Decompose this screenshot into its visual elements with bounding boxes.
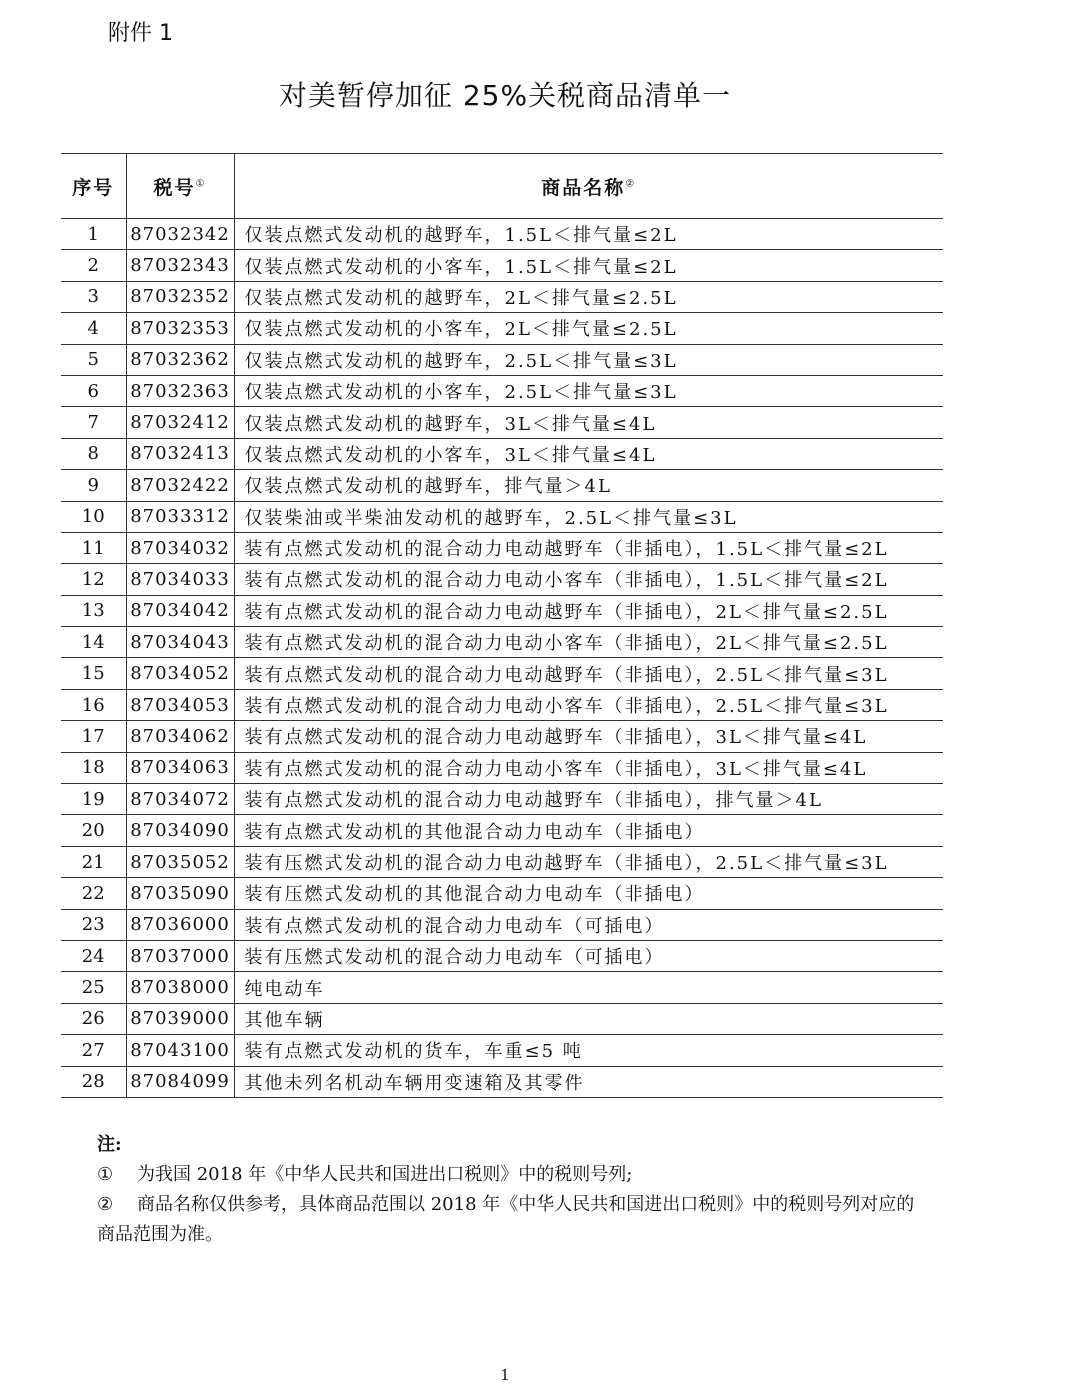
row-index: 17 [61, 721, 126, 752]
row-name: 仅装点燃式发动机的越野车，排气量＞4L [234, 470, 943, 501]
row-name: 装有点燃式发动机的混合动力电动越野车（非插电），3L＜排气量≤4L [234, 721, 943, 752]
row-name: 仅装柴油或半柴油发动机的越野车，2.5L＜排气量≤3L [234, 501, 943, 532]
row-index: 15 [61, 658, 126, 689]
row-index: 12 [61, 564, 126, 595]
row-code: 87032412 [126, 407, 234, 438]
note-symbol: ① [97, 1164, 114, 1185]
notes-title: 注: [97, 1134, 122, 1155]
row-name: 仅装点燃式发动机的小客车，1.5L＜排气量≤2L [234, 250, 943, 281]
table-row [61, 501, 943, 532]
table-row [61, 1003, 943, 1034]
row-code: 87034090 [126, 815, 234, 846]
row-name: 装有点燃式发动机的混合动力电动越野车（非插电），2.5L＜排气量≤3L [234, 658, 943, 689]
row-code: 87032362 [126, 344, 234, 375]
row-code: 87034053 [126, 689, 234, 720]
table-row [61, 281, 943, 312]
table-row [61, 909, 943, 940]
table-row [61, 752, 943, 783]
row-name: 装有点燃式发动机的货车，车重≤5 吨 [234, 1035, 943, 1066]
table-row [61, 470, 943, 501]
row-code: 87034042 [126, 595, 234, 626]
row-index: 22 [61, 878, 126, 909]
note-symbol: ② [97, 1194, 114, 1215]
row-code: 87034052 [126, 658, 234, 689]
table-row [61, 689, 943, 720]
row-code: 87043100 [126, 1035, 234, 1066]
row-name: 装有点燃式发动机的混合动力电动小客车（非插电），3L＜排气量≤4L [234, 752, 943, 783]
row-code: 87032413 [126, 438, 234, 469]
table-row [61, 658, 943, 689]
table-row [61, 940, 943, 971]
footnote-mark-1: ① [195, 178, 207, 190]
row-index: 24 [61, 940, 126, 971]
table-row [61, 250, 943, 281]
row-index: 11 [61, 532, 126, 563]
table-row [61, 564, 943, 595]
row-name: 装有点燃式发动机的其他混合动力电动车（非插电） [234, 815, 943, 846]
row-index: 16 [61, 689, 126, 720]
row-code: 87039000 [126, 1003, 234, 1034]
table-row [61, 815, 943, 846]
row-index: 5 [61, 344, 126, 375]
row-name: 装有点燃式发动机的混合动力电动越野车（非插电），排气量＞4L [234, 784, 943, 815]
row-index: 18 [61, 752, 126, 783]
row-name: 装有压燃式发动机的混合动力电动车（可插电） [234, 940, 943, 971]
row-code: 87032342 [126, 219, 234, 250]
row-index: 26 [61, 1003, 126, 1034]
row-index: 7 [61, 407, 126, 438]
row-index: 4 [61, 313, 126, 344]
table-row [61, 784, 943, 815]
note-text: 商品名称仅供参考，具体商品范围以 2018 年《中华人民共和国进出口税则》中的税则号列对应的商品范围为准。 [97, 1194, 915, 1245]
note-item [97, 1190, 927, 1250]
page-title: 对美暂停加征 25%关税商品清单一 [278, 79, 732, 112]
row-code: 87034062 [126, 721, 234, 752]
table-row [61, 407, 943, 438]
footnote-mark-2: ② [625, 178, 637, 190]
attachment-label: 附件 1 [108, 21, 173, 46]
row-name: 装有压燃式发动机的混合动力电动越野车（非插电），2.5L＜排气量≤3L [234, 846, 943, 877]
row-index: 25 [61, 972, 126, 1003]
row-index: 3 [61, 281, 126, 312]
row-name: 装有点燃式发动机的混合动力电动车（可插电） [234, 909, 943, 940]
table-row [61, 1035, 943, 1066]
row-code: 87036000 [126, 909, 234, 940]
tariff-table [61, 153, 943, 1098]
row-code: 87033312 [126, 501, 234, 532]
row-code: 87037000 [126, 940, 234, 971]
row-code: 87032422 [126, 470, 234, 501]
row-code: 87035052 [126, 846, 234, 877]
row-name: 装有点燃式发动机的混合动力电动越野车（非插电），2L＜排气量≤2.5L [234, 595, 943, 626]
row-code: 87034032 [126, 532, 234, 563]
row-index: 13 [61, 595, 126, 626]
page-number: 1 [500, 1366, 510, 1384]
header-code: 税号① [126, 154, 234, 219]
row-name: 装有点燃式发动机的混合动力电动小客车（非插电），2L＜排气量≤2.5L [234, 627, 943, 658]
row-index: 23 [61, 909, 126, 940]
table-row [61, 344, 943, 375]
table-row [61, 627, 943, 658]
row-index: 6 [61, 375, 126, 406]
row-code: 87034043 [126, 627, 234, 658]
row-index: 1 [61, 219, 126, 250]
table-row [61, 1066, 943, 1097]
table-row [61, 595, 943, 626]
row-index: 27 [61, 1035, 126, 1066]
row-name: 装有点燃式发动机的混合动力电动小客车（非插电），1.5L＜排气量≤2L [234, 564, 943, 595]
row-index: 14 [61, 627, 126, 658]
row-code: 87035090 [126, 878, 234, 909]
table-row [61, 438, 943, 469]
row-code: 87034033 [126, 564, 234, 595]
row-code: 87034072 [126, 784, 234, 815]
row-name: 其他未列名机动车辆用变速箱及其零件 [234, 1066, 943, 1097]
row-name: 纯电动车 [234, 972, 943, 1003]
row-code: 87032353 [126, 313, 234, 344]
table-row [61, 313, 943, 344]
row-index: 10 [61, 501, 126, 532]
row-name: 仅装点燃式发动机的越野车，1.5L＜排气量≤2L [234, 219, 943, 250]
notes-section [97, 1130, 927, 1250]
table-row [61, 375, 943, 406]
row-name: 装有压燃式发动机的其他混合动力电动车（非插电） [234, 878, 943, 909]
row-code: 87084099 [126, 1066, 234, 1097]
header-index: 序号 [61, 154, 126, 219]
row-code: 87032352 [126, 281, 234, 312]
row-index: 19 [61, 784, 126, 815]
table-row [61, 721, 943, 752]
row-name: 装有点燃式发动机的混合动力电动越野车（非插电），1.5L＜排气量≤2L [234, 532, 943, 563]
row-name: 仅装点燃式发动机的越野车，2L＜排气量≤2.5L [234, 281, 943, 312]
row-index: 9 [61, 470, 126, 501]
table-row [61, 532, 943, 563]
row-index: 21 [61, 846, 126, 877]
row-name: 仅装点燃式发动机的小客车，2.5L＜排气量≤3L [234, 375, 943, 406]
row-name: 仅装点燃式发动机的越野车，2.5L＜排气量≤3L [234, 344, 943, 375]
table-row [61, 972, 943, 1003]
row-index: 8 [61, 438, 126, 469]
row-code: 87032363 [126, 375, 234, 406]
row-name: 仅装点燃式发动机的小客车，3L＜排气量≤4L [234, 438, 943, 469]
table-header-row [61, 154, 943, 219]
table-row [61, 219, 943, 250]
row-index: 28 [61, 1066, 126, 1097]
note-text: 为我国 2018 年《中华人民共和国进出口税则》中的税则号列; [137, 1164, 633, 1185]
row-name: 装有点燃式发动机的混合动力电动小客车（非插电），2.5L＜排气量≤3L [234, 689, 943, 720]
row-index: 20 [61, 815, 126, 846]
row-code: 87032343 [126, 250, 234, 281]
table-row [61, 846, 943, 877]
header-name: 商品名称② [234, 154, 943, 219]
row-name: 仅装点燃式发动机的小客车，2L＜排气量≤2.5L [234, 313, 943, 344]
row-code: 87034063 [126, 752, 234, 783]
row-code: 87038000 [126, 972, 234, 1003]
row-name: 仅装点燃式发动机的越野车，3L＜排气量≤4L [234, 407, 943, 438]
note-item [97, 1160, 927, 1190]
table-row [61, 878, 943, 909]
row-name: 其他车辆 [234, 1003, 943, 1034]
row-index: 2 [61, 250, 126, 281]
